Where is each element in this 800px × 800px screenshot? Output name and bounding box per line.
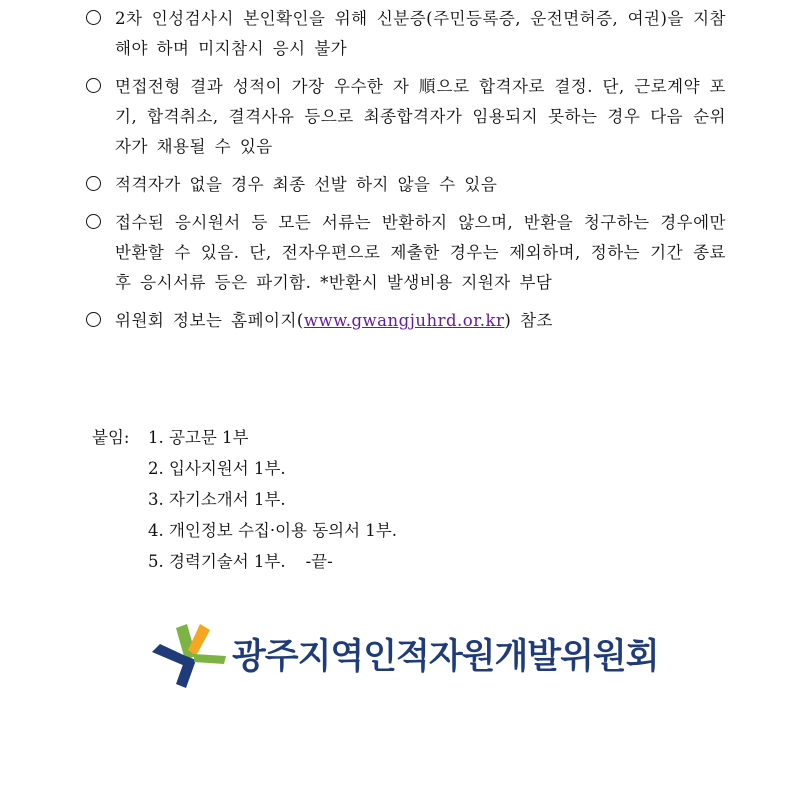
organization-logo: [150, 614, 690, 694]
attachments-section: [92, 422, 397, 577]
notice-item-selection: [86, 72, 726, 162]
circle-bullet-icon: [86, 176, 101, 191]
notice-item-homepage: [86, 306, 726, 336]
attachments-label: 붙임:: [92, 428, 130, 447]
logo-green-right-stroke: [194, 654, 226, 664]
circle-bullet-icon: [86, 312, 101, 327]
notice-item-id-check: [86, 4, 726, 64]
attachment-row: [92, 515, 397, 546]
homepage-suffix: ) 참조: [504, 311, 553, 330]
notice-list: [86, 4, 726, 344]
end-mark: -끝-: [305, 552, 333, 571]
attachment-item: 5. 경력기술서 1부.: [148, 552, 286, 571]
notice-item-documents: [86, 208, 726, 298]
logo-text: 광주지역인적자원개발위원회: [232, 637, 659, 677]
circle-bullet-icon: [86, 10, 101, 25]
attachment-item: 2. 입사지원서 1부.: [148, 459, 286, 478]
notice-text: 면접전형 결과 성적이 가장 우수한 자 順으로 합격자로 결정. 단, 근로계약 포기, 합격취소, 결격사유 등으로 최종합격자가 임용되지 못하는 경우 다음 순위자가 채용될 수 있음: [115, 77, 726, 156]
attachment-row: [92, 422, 397, 453]
notice-text: 2차 인성검사시 본인확인을 위해 신분증(주민등록증, 운전면허증, 여권)을 지참해야 하며 미지참시 응시 불가: [115, 9, 726, 58]
attachment-row: [92, 484, 397, 515]
notice-text: 적격자가 없을 경우 최종 선발 하지 않을 수 있음: [115, 175, 498, 194]
attachment-item: 3. 자기소개서 1부.: [148, 490, 286, 509]
notice-text: 접수된 응시원서 등 모든 서류는 반환하지 않으며, 반환을 청구하는 경우에만 반환할 수 있음. 단, 전자우편으로 제출한 경우는 제외하며, 정하는 기간 종료 후 응시서류 등은 파기함. *반환시 발생비용 지원자 부담: [115, 213, 726, 292]
attachment-item: 1. 공고문 1부: [148, 428, 249, 447]
notice-item-no-qualified: [86, 170, 726, 200]
homepage-link[interactable]: www.gwangjuhrd.or.kr: [303, 311, 505, 330]
attachment-row: [92, 453, 397, 484]
notice-text: [115, 306, 726, 336]
homepage-prefix: 위원회 정보는 홈페이지(: [115, 311, 304, 330]
circle-bullet-icon: [86, 78, 101, 93]
logo-emblem-icon: [150, 616, 228, 692]
circle-bullet-icon: [86, 214, 101, 229]
attachment-row: [92, 546, 397, 577]
attachment-item: 4. 개인정보 수집·이용 동의서 1부.: [148, 521, 397, 540]
